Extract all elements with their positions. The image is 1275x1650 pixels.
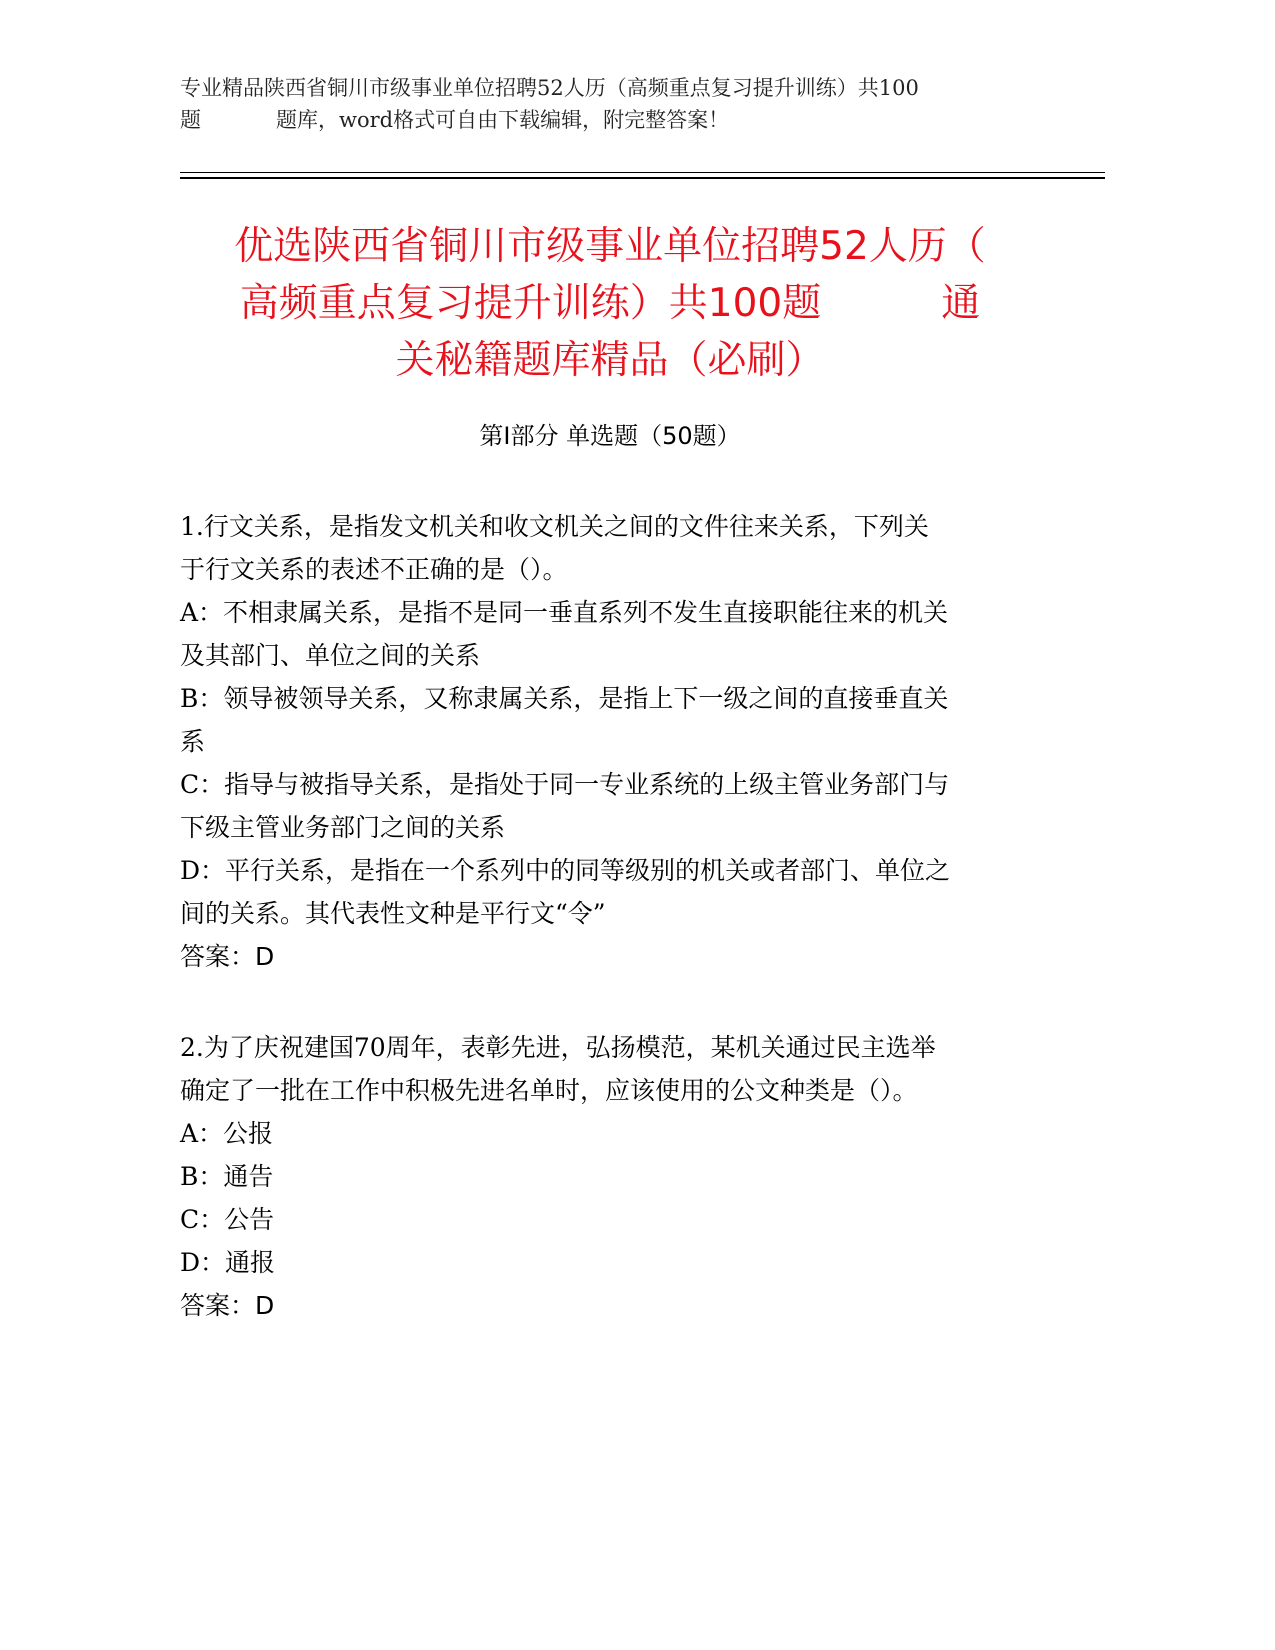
option-line: C：公告 [180,1205,275,1234]
option-line: 及其部门、单位之间的关系 [180,641,481,670]
header-line-1: 专业精品陕西省铜川市级事业单位招聘52人历（高频重点复习提升训练）共100 [180,76,919,100]
option-line: D：通报 [180,1248,276,1277]
option-line: 系 [180,727,206,756]
option-line: B：领导被领导关系，又称隶属关系，是指上下一级之间的直接垂直关 [180,684,949,713]
question-1 [180,505,1040,978]
header-line-2-end: 题库，word格式可自由下载编辑，附完整答案！ [276,108,730,132]
title-line-2-end: 通 [941,281,981,326]
document-title [180,218,1040,389]
title-line-1: 优选陕西省铜川市级事业单位招聘52人历（ [234,224,986,269]
question-stem-line: 1.行文关系，是指发文机关和收文机关之间的文件往来关系，下列关 [180,512,929,541]
option-line: 下级主管业务部门之间的关系 [180,813,506,842]
title-line-2-start: 高频重点复习提升训练）共100题 [239,281,822,326]
answer-label: 答案：D [180,942,275,971]
option-line: A：公报 [180,1119,274,1148]
option-line: C：指导与被指导关系，是指处于同一专业系统的上级主管业务部门与 [180,770,950,799]
question-stem-line: 于行文关系的表述不正确的是（）。 [180,555,568,584]
header-divider-thick [180,177,1105,179]
answer-label: 答案：D [180,1291,275,1320]
section-heading: 第Ⅰ部分 单选题（50题） [479,422,741,450]
option-line: 间的关系。其代表性文种是平行文“令” [180,899,606,928]
header-line-2-start: 题 [180,108,201,132]
title-line-2 [180,275,1040,332]
header-line-2 [180,104,1040,136]
option-line: B：通告 [180,1162,274,1191]
option-line: A：不相隶属关系，是指不是同一垂直系列不发生直接职能往来的机关 [180,598,949,627]
question-stem-line: 2.为了庆祝建国70周年，表彰先进，弘扬模范，某机关通过民主选举 [180,1033,936,1062]
header-divider-thin [180,172,1105,173]
question-2 [180,1026,1040,1327]
question-stem-line: 确定了一批在工作中积极先进名单时，应该使用的公文种类是（）。 [180,1076,918,1105]
title-line-3: 关秘籍题库精品（必刷） [395,338,825,383]
document-header [180,72,1040,136]
option-line: D：平行关系，是指在一个系列中的同等级别的机关或者部门、单位之 [180,856,951,885]
